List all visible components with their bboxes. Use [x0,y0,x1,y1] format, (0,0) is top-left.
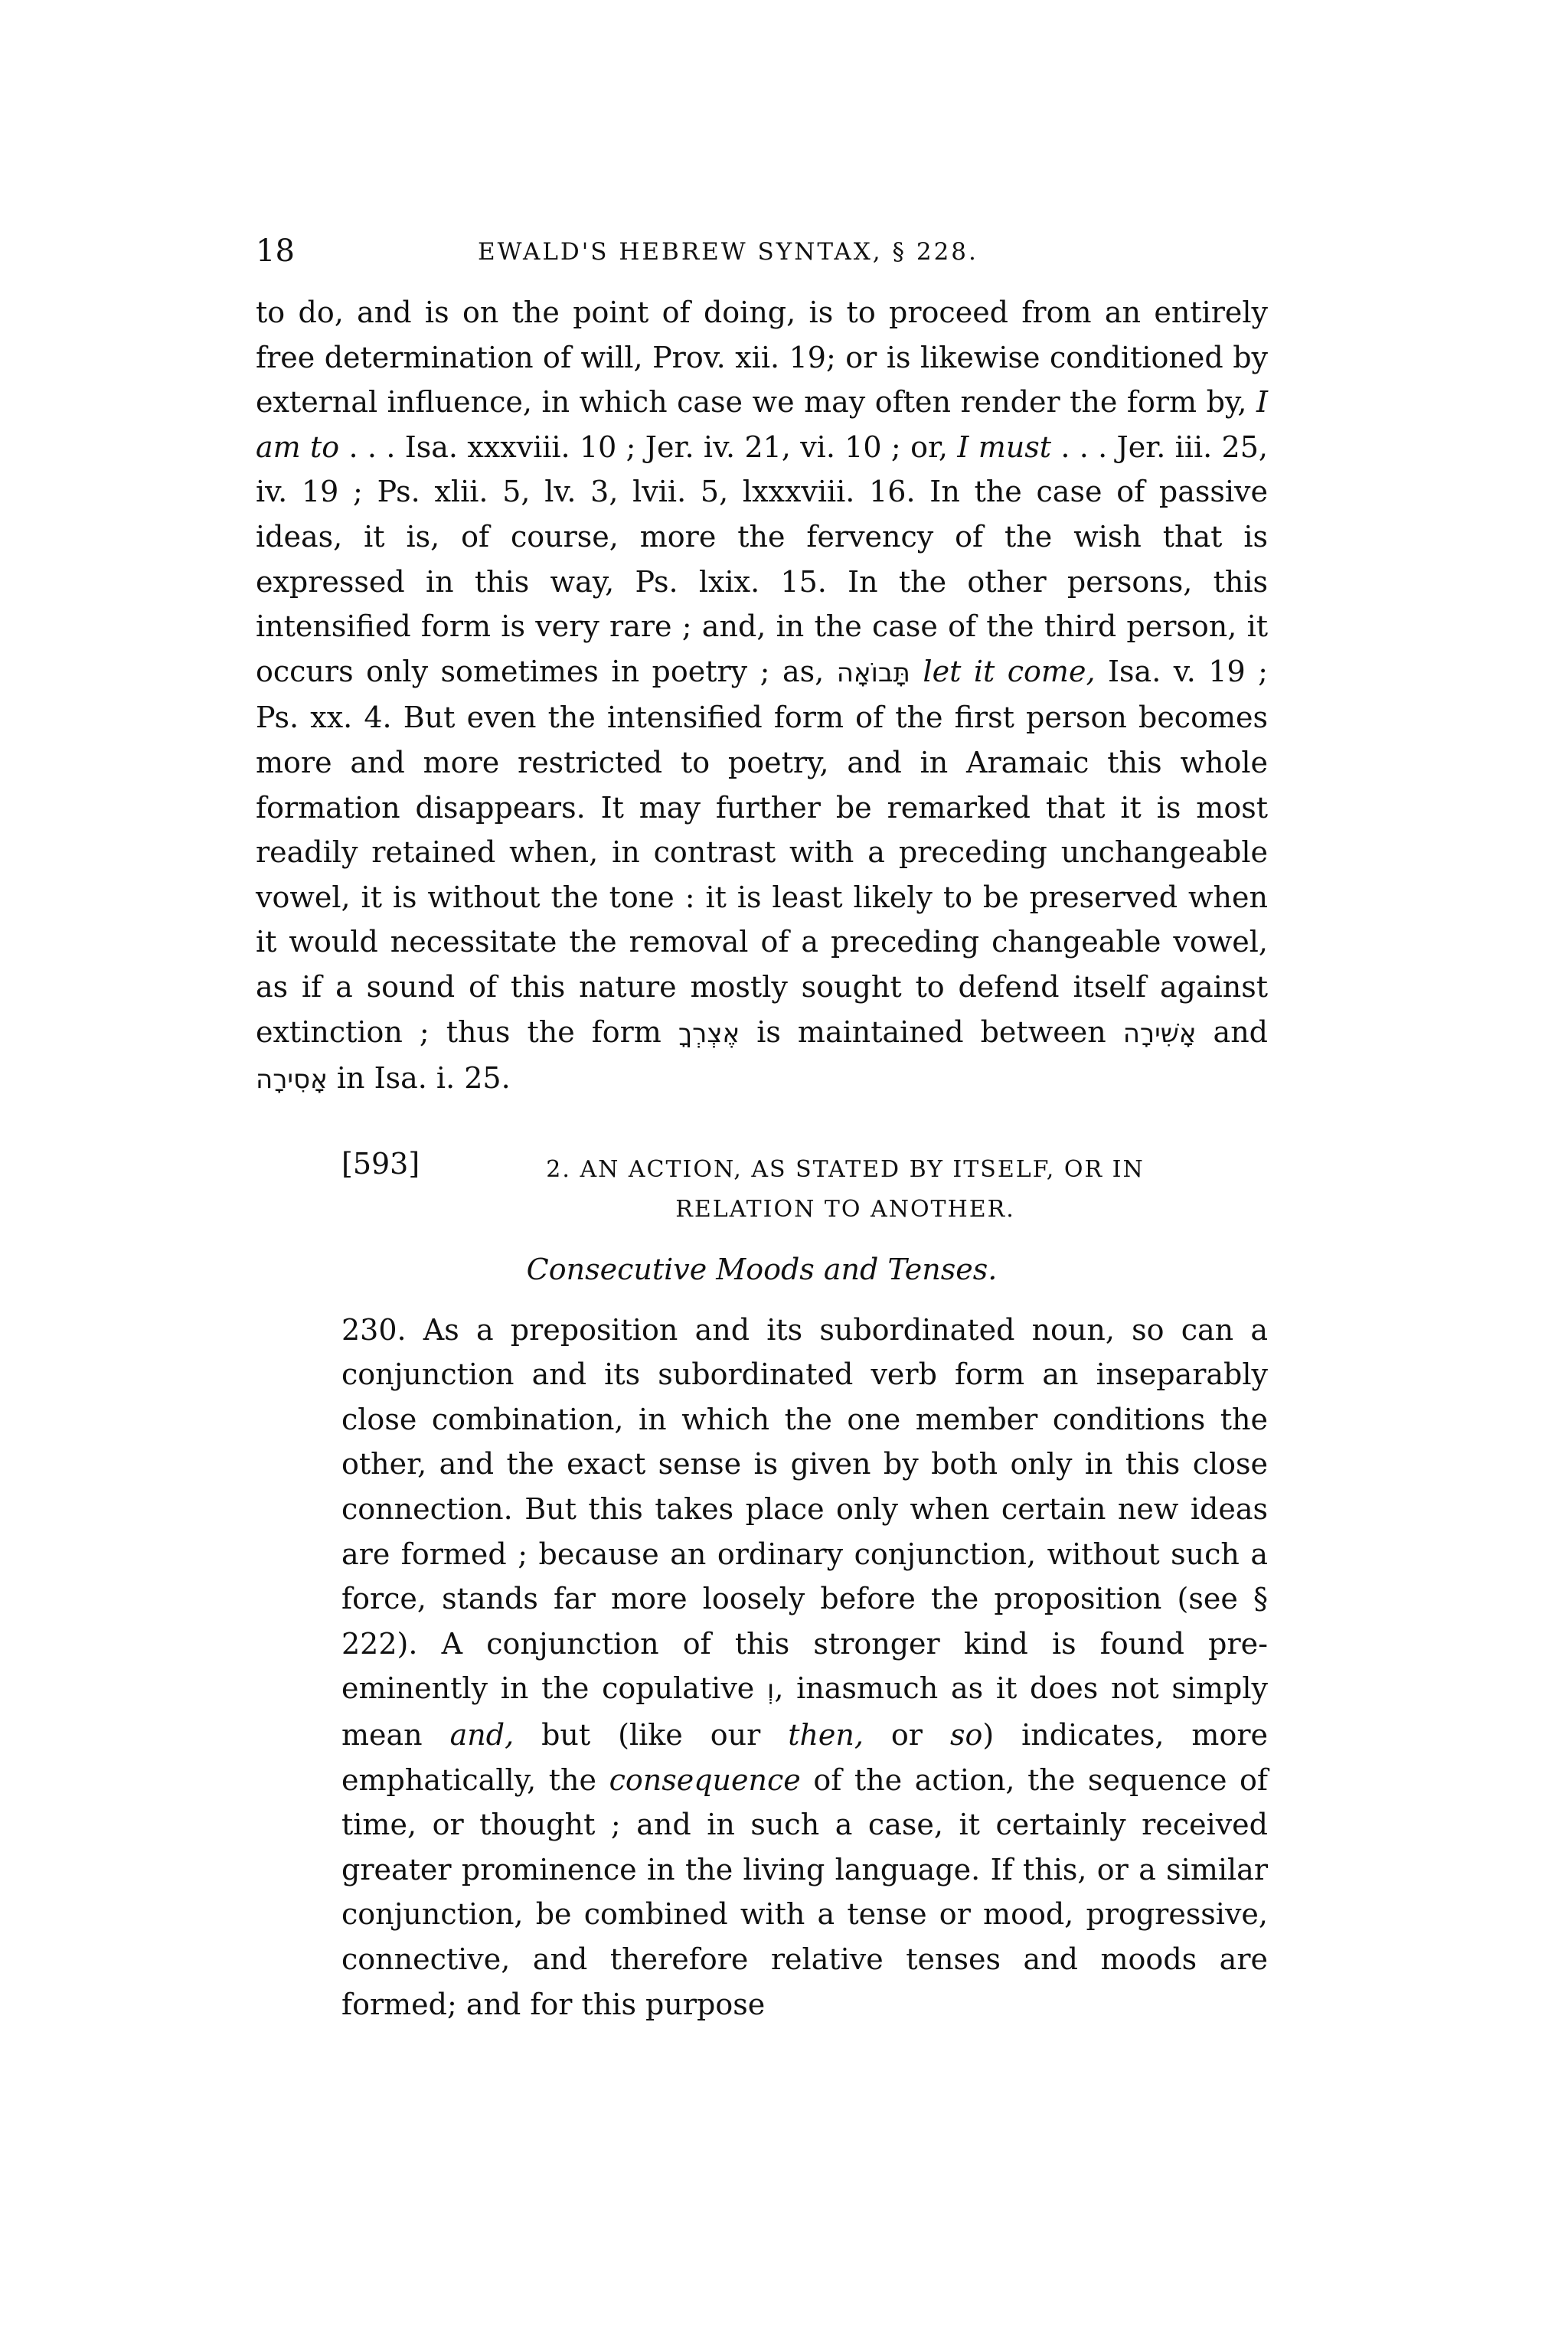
text-run: in Isa. i. 25. [327,1061,511,1096]
text-run: , inasmuch as it does not simply mean [341,1671,1268,1753]
italic-phrase: then, [788,1718,864,1753]
italic-phrase: I must [957,430,1051,464]
text-run: is maintained between [740,1014,1123,1049]
book-page [256,234,1268,2027]
hebrew-word: אָשִׁירָה [1122,1018,1197,1049]
text-run: to do, and is on the point of doing, is to proceed from an entirely free determination of will, Prov. xii. 19; or is likewise conditioned by external influence, in which case we may often render the form by, [256,296,1268,420]
text-run: or [863,1718,950,1753]
body-paragraph [256,290,1268,1102]
text-run: Isa. v. 19 ; Ps. xx. 4. But even the intensified form of the first person becomes more and more restricted to poetry, and in Aramaic this whole formation disappears. It may further be remarked that it is most readily retained when, in contrast with a preceding unchangeable vowel, it is without the tone : it is least likely to be preserved when it would necessitate the removal of a preceding changeable vowel, as if a sound of this nature mostly sought to defend itself against extinction ; thus the form [256,654,1268,1049]
text-run: and [1196,1014,1268,1049]
italic-phrase: so [949,1718,983,1753]
subsection-title: Consecutive Moods and Tenses. [526,1252,998,1286]
italic-phrase: let it come, [923,654,1096,688]
text-run: 230. As a preposition and its subordinated noun, so can a conjunction and its subordinated verb form an inseparably close combination, in which the one member conditions the other, and the exact sense is given by both only in this close connection. But this takes place only when certain new ideas are formed ; because an ordinary conjunction, without such a force, stands far more loosely before the proposition (see § 222). A conjunction of this stronger kind is found pre-eminently in the copulative [341,1312,1268,1706]
body-paragraph [256,1308,1268,2027]
running-head-title: EWALD'S HEBREW SYNTAX, § 228. [478,238,978,266]
section-heading [256,1147,1268,1237]
text-run: of the action, the sequence of time, or thought ; and in such a case, it certainly received greater prominence in the living language. If this, or a similar conjunction, be combined with a tense or mood, progressive, connective, and therefore relative tenses and moods are formed; and for this purpose [341,1762,1268,2021]
page-number: 18 [256,234,295,269]
text-run: ) indicates, more emphatically, the [341,1718,1268,1797]
italic-phrase: I am to [256,385,1268,464]
text-run: . . . Isa. xxxviii. 10 ; Jer. iv. 21, vi. 10 ; or, [339,430,958,464]
section-title [470,1150,1220,1230]
marginal-section-number: [593] [341,1146,420,1181]
section-title-line: RELATION TO ANOTHER. [675,1195,1015,1223]
hebrew-word: תָּבוֹאָה [836,657,910,688]
text-run: . . . Jer. iii. 25, iv. 19 ; Ps. xlii. 5, lv. 3, lvii. 5, lxxxviii. 16. In the case of passive ideas, it is, of course, more the fervency of the wish that is expressed in this way, Ps. lxix. 15. In the other persons, this intensified form is very rare ; and, in the case of the third person, it occurs only sometimes in poetry ; as, [256,430,1268,688]
italic-phrase: and, [449,1718,514,1753]
text-run: but (like our [514,1718,789,1753]
text-run [910,655,923,688]
hebrew-word: וְ [767,1674,775,1706]
italic-phrase: consequence [609,1762,801,1797]
section-title-line: 2. AN ACTION, AS STATED BY ITSELF, OR IN [546,1155,1145,1183]
hebrew-word: אֶצְרְךָ [678,1018,740,1049]
running-head [256,234,1268,279]
hebrew-word: אָסִירָה [256,1064,328,1096]
